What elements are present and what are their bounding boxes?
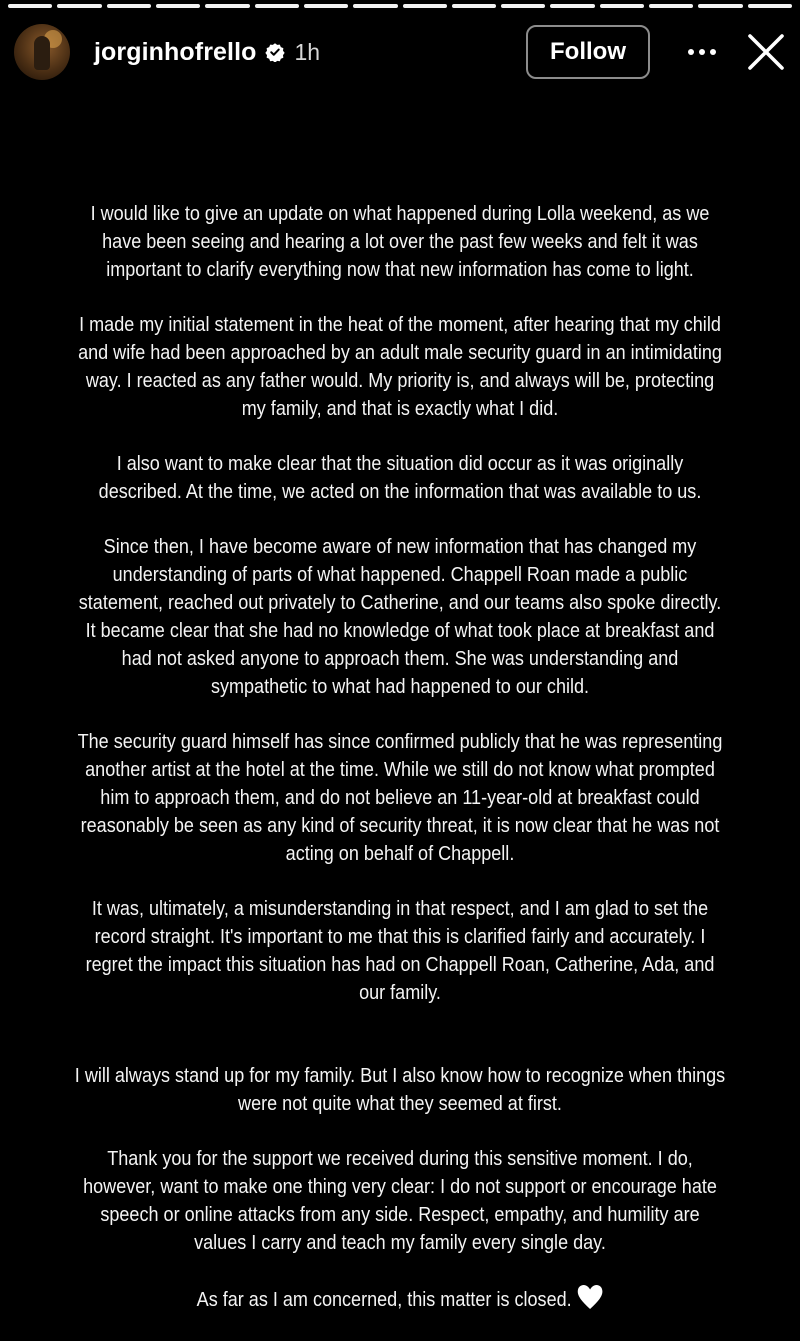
avatar[interactable] [14, 24, 70, 80]
story-header [14, 24, 786, 80]
white-heart-icon [577, 1284, 603, 1310]
progress-segment [156, 4, 200, 8]
paragraph: I made my initial statement in the heat of the moment, after hearing that my child and wife had been approached by an adult male security guard in an intimidating way. I reacted as any father would. My priority is, and always will be, protecting my family, and that is exactly what I did. [78, 313, 722, 420]
paragraph: It was, ultimately, a misunderstanding in that respect, and I am glad to set the record straight. It's important to me that this is clarified fairly and accurately. I regret the impact this situation has had on Chappell Roan, Catherine, Ada, and our family. [85, 897, 715, 1004]
progress-segment [501, 4, 545, 8]
progress-segment [403, 4, 447, 8]
progress-segment [205, 4, 249, 8]
statement-text [74, 200, 725, 1341]
progress-segment [550, 4, 594, 8]
post-time: 1h [294, 38, 321, 65]
progress-segment [452, 4, 496, 8]
paragraph: I will always stand up for my family. But I also know how to recognize when things were not quite what they seemed at first. [74, 1064, 726, 1115]
progress-segment [255, 4, 299, 8]
progress-segment [304, 4, 348, 8]
progress-segment [57, 4, 101, 8]
progress-segment [107, 4, 151, 8]
paragraph: The security guard himself has since confirmed publicly that he was representing another artist at the hotel at the time. While we still do not know what prompted him to approach them, and do not believe an 11-year-old at breakfast could reasonably be seen as any kind of security threat, it is now clear that he was not acting on behalf of Chappell. [77, 730, 723, 865]
paragraph: I also want to make clear that the situation did occur as it was originally described. At the time, we acted on the information that was available to us. [98, 452, 702, 503]
paragraph: Since then, I have become aware of new information that has changed my understanding of parts of what happened. Chappell Roan made a public statement, reached out privately to Catherine, and our teams also spoke directly. It became clear that she had no knowledge of what took place at breakfast and had not asked anyone to approach them. She was understanding and sympathetic to what had happened to our child. [78, 535, 722, 698]
username[interactable]: jorginhofrello [94, 37, 257, 66]
closing-paragraph [74, 1284, 725, 1314]
progress-segment [600, 4, 644, 8]
verified-badge-icon [265, 42, 285, 62]
paragraph: Thank you for the support we received during this sensitive moment. I do, however, want to make one thing very clear: I do not support or encourage hate speech or online attacks from any side. Respect, empathy, and humility are values I carry and teach my family every single day. [83, 1147, 717, 1254]
progress-segment [698, 4, 742, 8]
progress-segment [353, 4, 397, 8]
paragraph: I would like to give an update on what happened during Lolla weekend, as we have been seeing and hearing a lot over the past few weeks and felt it was important to clarify everything now that new information has come to light. [90, 202, 710, 281]
more-options-icon[interactable] [680, 32, 724, 72]
progress-segment [649, 4, 693, 8]
follow-button[interactable]: Follow [526, 25, 650, 79]
close-icon[interactable] [746, 32, 786, 72]
story-progress-bar [8, 4, 792, 8]
progress-segment [748, 4, 792, 8]
closing-text: As far as I am concerned, this matter is closed. [196, 1288, 572, 1311]
progress-segment [8, 4, 52, 8]
